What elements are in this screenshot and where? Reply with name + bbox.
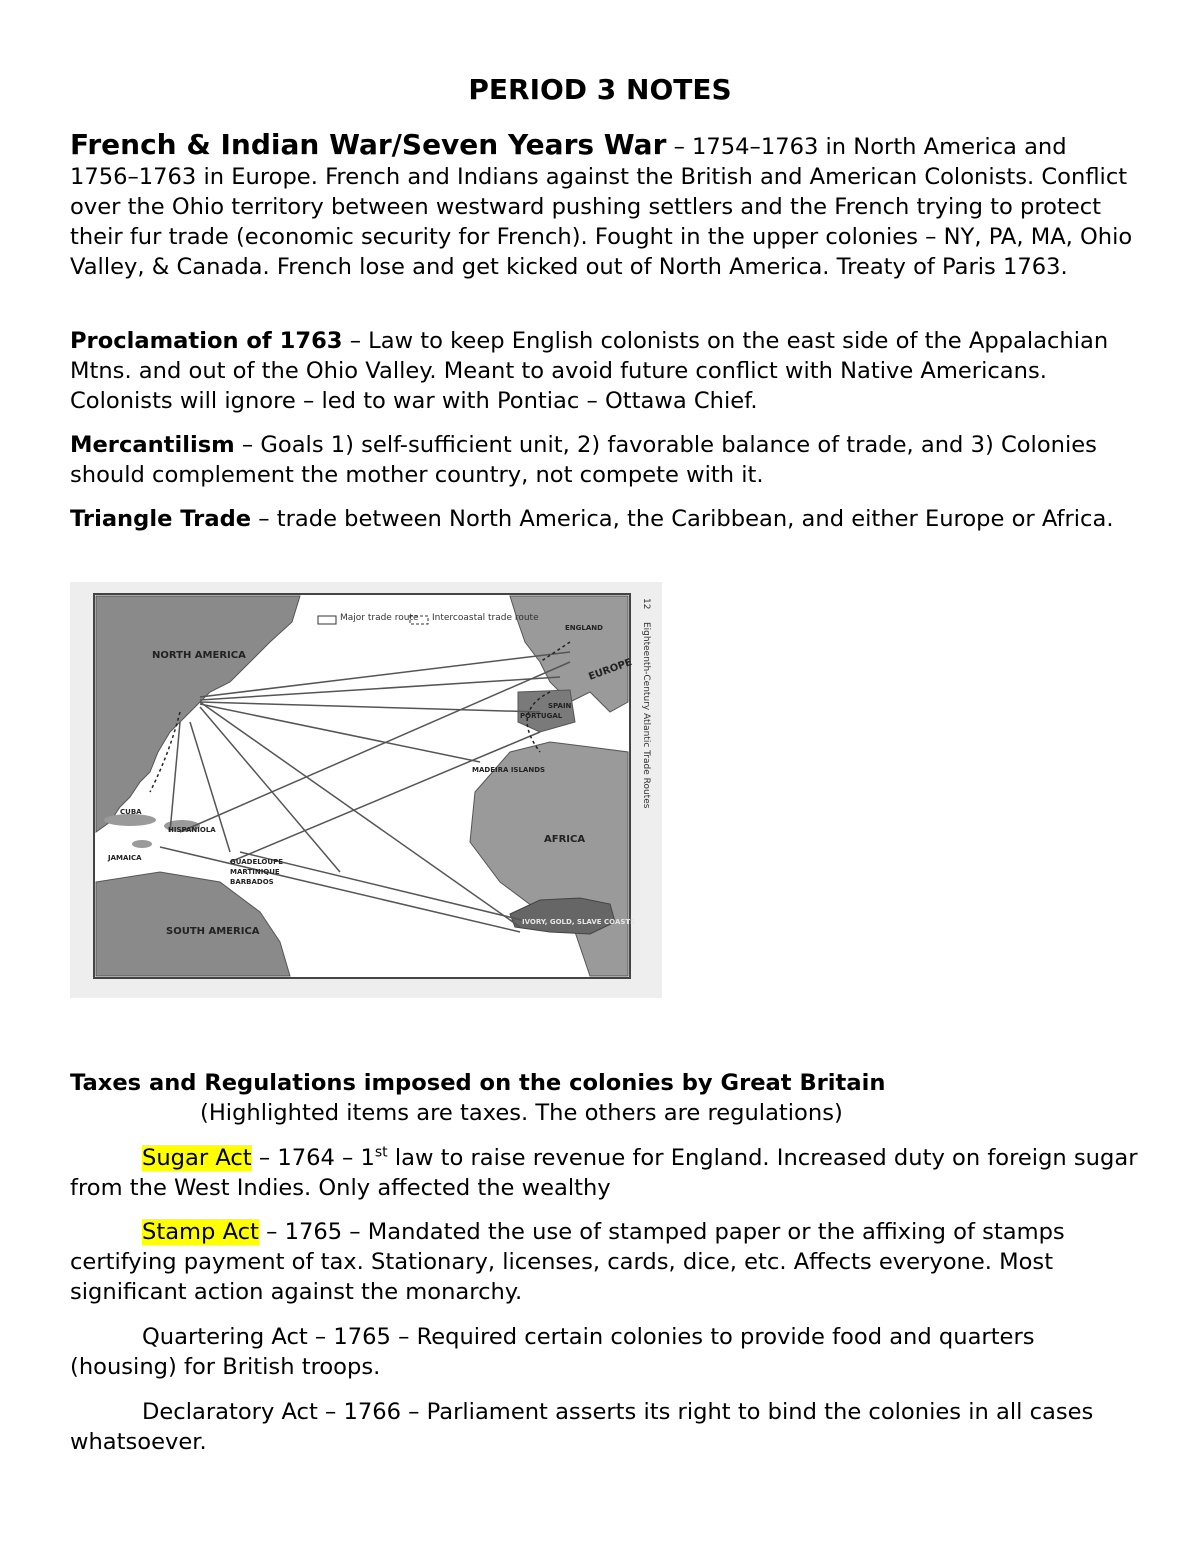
label-martinique: MARTINIQUE <box>230 868 280 876</box>
proclamation-paragraph <box>70 326 1140 416</box>
stamp-act-name: Stamp Act <box>142 1219 259 1245</box>
triangle-body: – trade between North America, the Caribbean, and either Europe or Africa. <box>251 506 1114 532</box>
map-page-number: 12 <box>641 598 651 610</box>
sugar-act-paragraph <box>70 1143 1140 1203</box>
label-jamaica: JAMAICA <box>108 854 142 862</box>
map-side-caption: Eighteenth-Century Atlantic Trade Routes <box>641 622 651 809</box>
legend-major-label: Major trade route <box>340 613 419 623</box>
sugar-act-name: Sugar Act <box>142 1145 252 1171</box>
declaratory-act-paragraph: Declaratory Act – 1766 – Parliament asserts its right to bind the colonies in all cases whatsoever. <box>70 1399 1094 1455</box>
mercantilism-paragraph <box>70 430 1140 490</box>
stamp-act-body: – 1765 – Mandated the use of stamped paper or the affixing of stamps certifying payment of tax. Stationary, licenses, cards, dice, etc. Affects everyone. Most significant action against the monarchy. <box>70 1219 1065 1305</box>
triangle-heading: Triangle Trade <box>70 506 252 532</box>
label-europe: EUROPE <box>587 656 634 683</box>
map-graphic <box>70 582 662 998</box>
taxes-heading: Taxes and Regulations imposed on the colonies by Great Britain <box>70 1070 886 1096</box>
label-slave-coast: IVORY, GOLD, SLAVE COASTS <box>522 918 636 926</box>
mercantilism-body: – Goals 1) self-sufficient unit, 2) favorable balance of trade, and 3) Colonies should complement the mother country, not compete with it. <box>70 432 1097 488</box>
label-hispaniola: HISPANIOLA <box>168 826 216 834</box>
label-africa: AFRICA <box>544 834 586 845</box>
label-guadeloupe: GUADELOUPE <box>230 858 283 866</box>
sugar-act-post: law to raise revenue for England. Increased duty on foreign sugar from the West Indies. Only affected the wealthy <box>70 1145 1138 1201</box>
label-madeira: MADEIRA ISLANDS <box>472 766 546 774</box>
label-spain: SPAIN <box>548 702 572 710</box>
label-south-america: SOUTH AMERICA <box>166 926 260 937</box>
label-cuba: CUBA <box>120 808 142 816</box>
stamp-act-paragraph <box>70 1217 1140 1307</box>
fiw-body: – 1754–1763 in North America and 1756–1763 in Europe. French and Indians against the British and American Colonists. Conflict over the Ohio territory between westward pushing settlers and the French trying to protect their fur trade (economic security for French). Fought in the upper colonies – NY, PA, MA, Ohio Valley, & Canada. French lose and get kicked out of North America. Treaty of Paris 1763. <box>70 134 1133 280</box>
legend-inter-label: Intercoastal trade route <box>432 613 539 623</box>
label-north-america: NORTH AMERICA <box>152 650 246 661</box>
fiw-heading: French & Indian War/Seven Years War <box>70 128 667 161</box>
taxes-heading-block <box>70 1068 1140 1128</box>
sugar-act-sup: st <box>374 1144 388 1161</box>
label-barbados: BARBADOS <box>230 878 274 886</box>
label-portugal: PORTUGAL <box>520 712 563 720</box>
mercantilism-heading: Mercantilism <box>70 432 235 458</box>
triangle-paragraph <box>70 504 1140 534</box>
jamaica-land <box>132 840 152 848</box>
fiw-paragraph <box>70 130 1140 282</box>
quartering-act-paragraph: Quartering Act – 1765 – Required certain colonies to provide food and quarters (housing) for British troops. <box>70 1324 1035 1380</box>
taxes-subheading: (Highlighted items are taxes. The others are regulations) <box>200 1100 843 1126</box>
proclamation-body: – Law to keep English colonists on the east side of the Appalachian Mtns. and out of the Ohio Valley. Meant to avoid future conflict with Native Americans. Colonists will ignore – led to war with Pontiac – Ottawa Chief. <box>70 328 1109 414</box>
proclamation-heading: Proclamation of 1763 <box>70 328 343 354</box>
page-title: PERIOD 3 NOTES <box>468 73 732 106</box>
trade-routes-map <box>70 582 662 998</box>
sugar-act-pre: – 1764 – 1 <box>251 1145 375 1171</box>
label-england: ENGLAND <box>565 624 603 632</box>
